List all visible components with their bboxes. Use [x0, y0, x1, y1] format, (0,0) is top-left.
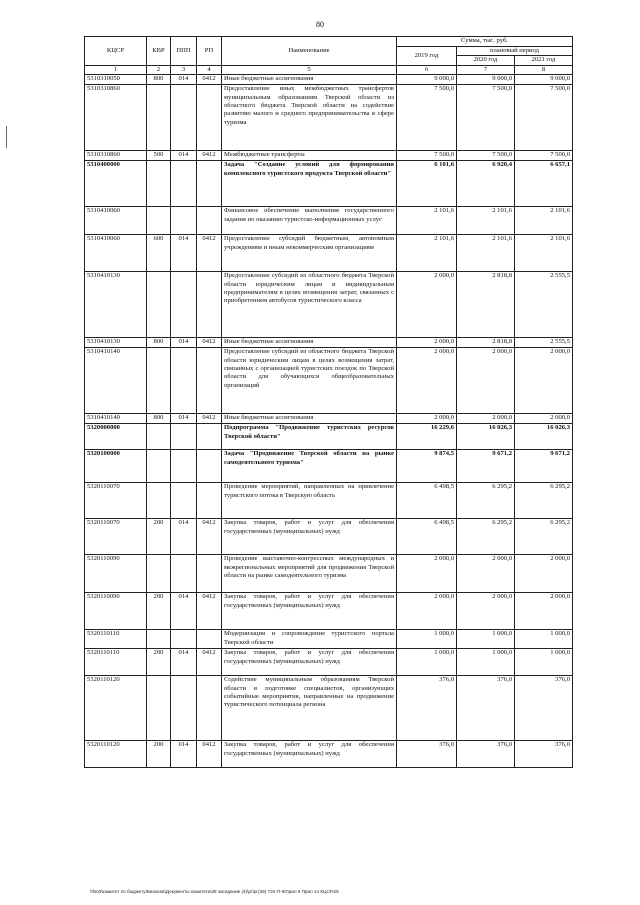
cell-ppp: [171, 348, 197, 414]
cell-kcsr: 5310410060: [85, 235, 147, 272]
cell-kvr: 200: [147, 649, 171, 676]
cell-2020: 7 500,0: [457, 151, 515, 161]
cell-2020: 376,0: [457, 676, 515, 741]
cell-kcsr: 5310410140: [85, 414, 147, 424]
page-number: 80: [316, 20, 324, 29]
cell-ppp: 014: [171, 338, 197, 348]
table-row: [85, 450, 573, 483]
cell-kcsr: 5320110070: [85, 519, 147, 555]
cell-2019: 9 874,5: [397, 450, 457, 483]
cell-2021: 2 101,6: [515, 235, 573, 272]
cell-2020: 376,0: [457, 741, 515, 768]
cell-kcsr: 5310410060: [85, 207, 147, 235]
cell-2020: 2 818,8: [457, 338, 515, 348]
cell-2020: 1 000,0: [457, 630, 515, 649]
cell-2019: 6 498,5: [397, 519, 457, 555]
cell-2020: 2 000,0: [457, 414, 515, 424]
cell-2020: 2 000,0: [457, 348, 515, 414]
budget-table: [84, 36, 573, 768]
cell-rp: [197, 450, 222, 483]
cell-ppp: [171, 483, 197, 519]
cell-kvr: 500: [147, 151, 171, 161]
cell-ppp: [171, 630, 197, 649]
cell-kcsr: 5320110090: [85, 593, 147, 630]
cell-ppp: 014: [171, 75, 197, 85]
cell-2019: 16 229,6: [397, 424, 457, 450]
table-row: [85, 85, 573, 151]
cell-rp: 0412: [197, 519, 222, 555]
cell-ppp: [171, 161, 197, 207]
cell-2021: 9 000,0: [515, 75, 573, 85]
cell-kcsr: 5310400000: [85, 161, 147, 207]
table-row: [85, 630, 573, 649]
cell-kcsr: 5320000000: [85, 424, 147, 450]
cell-2020: 6 295,2: [457, 483, 515, 519]
header-rp: РП: [197, 37, 222, 66]
cell-2021: 1 000,0: [515, 649, 573, 676]
cell-kvr: [147, 161, 171, 207]
cell-ppp: [171, 207, 197, 235]
table-row: [85, 519, 573, 555]
cell-2020: 9 671,2: [457, 450, 515, 483]
cell-kvr: [147, 348, 171, 414]
cell-kcsr: 5310410130: [85, 338, 147, 348]
cell-2019: 2 000,0: [397, 555, 457, 593]
header-kcsr: КЦСР: [85, 37, 147, 66]
cell-2021: 6 295,2: [515, 483, 573, 519]
cell-ppp: [171, 85, 197, 151]
cell-2020: 16 026,3: [457, 424, 515, 450]
cell-kcsr: 5310410140: [85, 348, 147, 414]
header-2021: 2021 год: [515, 56, 573, 65]
cell-name: Задача "Создание условий для формирования комплексного туристского продукта Тверской области": [222, 161, 397, 207]
cell-name: Закупка товаров, работ и услуг для обеспечения государственных (муниципальных) нужд: [222, 649, 397, 676]
cell-ppp: 014: [171, 414, 197, 424]
cell-2019: 6 101,6: [397, 161, 457, 207]
table-row: [85, 235, 573, 272]
cell-rp: 0412: [197, 235, 222, 272]
scan-edge-mark: [6, 126, 7, 148]
cell-rp: 0412: [197, 338, 222, 348]
cell-2019: 2 101,6: [397, 235, 457, 272]
col-number: 8: [515, 65, 573, 74]
cell-kvr: [147, 483, 171, 519]
table-row: [85, 338, 573, 348]
cell-2019: 2 101,6: [397, 207, 457, 235]
header-ppp: ППП: [171, 37, 197, 66]
cell-name: Предоставление иных межбюджетных трансфертов муниципальным образованиям Тверской области из областного бюджета Тверской области на содействие развитию малого и среднего предпринимательства в сфере туризма: [222, 85, 397, 151]
col-number: 7: [457, 65, 515, 74]
cell-2021: 2 000,0: [515, 414, 573, 424]
cell-2021: 16 026,3: [515, 424, 573, 450]
cell-2021: 6 295,2: [515, 519, 573, 555]
table-row: [85, 555, 573, 593]
cell-kvr: [147, 630, 171, 649]
cell-rp: [197, 161, 222, 207]
cell-2021: 9 671,2: [515, 450, 573, 483]
col-number: 2: [147, 65, 171, 74]
table-row: [85, 649, 573, 676]
cell-name: Предоставление субсидий из областного бюджета Тверской области юридическим лицам в целях возмещения затрат, связанных с организацией туристских поездок по Тверской области для обучающихся общеобразовательных организаций: [222, 348, 397, 414]
cell-rp: [197, 272, 222, 338]
cell-kcsr: 5320110120: [85, 676, 147, 741]
cell-name: Закупка товаров, работ и услуг для обеспечения государственных (муниципальных) нужд: [222, 741, 397, 768]
cell-name: Иные бюджетные ассигнования: [222, 75, 397, 85]
cell-rp: [197, 630, 222, 649]
cell-2021: 2 101,6: [515, 207, 573, 235]
cell-kvr: [147, 85, 171, 151]
cell-rp: [197, 348, 222, 414]
cell-rp: 0412: [197, 151, 222, 161]
cell-ppp: 014: [171, 741, 197, 768]
cell-kvr: [147, 555, 171, 593]
cell-rp: 0412: [197, 75, 222, 85]
cell-2020: 2 000,0: [457, 555, 515, 593]
cell-2019: 7 500,0: [397, 85, 457, 151]
cell-2021: 2 555,5: [515, 338, 573, 348]
cell-name: Предоставление субсидий бюджетным, автономным учреждениям и иным некоммерческим организациям: [222, 235, 397, 272]
cell-rp: [197, 483, 222, 519]
cell-2020: 2 818,8: [457, 272, 515, 338]
cell-kcsr: 5320110070: [85, 483, 147, 519]
cell-2019: 2 000,0: [397, 414, 457, 424]
table-row: [85, 424, 573, 450]
cell-2019: 2 000,0: [397, 593, 457, 630]
cell-ppp: 014: [171, 519, 197, 555]
cell-2021: 376,0: [515, 741, 573, 768]
cell-ppp: 014: [171, 235, 197, 272]
header-plan-period: плановый период: [457, 47, 573, 56]
footer-file-path: \\fs03\комитет по бюджету\Бизонов\Документы комитета\39 заседание (4)\рг\рг(39) 734-П-6\Прил 9 Прил 14 КЦСР.xls: [90, 889, 339, 894]
cell-kvr: 800: [147, 338, 171, 348]
cell-name: Проведение выставочно-конгрессных международных и межрегиональных мероприятий для продвижения Тверской области на рынке самодеятельного туризма: [222, 555, 397, 593]
cell-2019: 376,0: [397, 741, 457, 768]
cell-name: Межбюджетные трансферты: [222, 151, 397, 161]
cell-name: Задача "Продвижение Тверской области на рынке самодеятельного туризма": [222, 450, 397, 483]
cell-ppp: 014: [171, 649, 197, 676]
cell-kcsr: 5310310860: [85, 151, 147, 161]
cell-2021: 2 000,0: [515, 593, 573, 630]
table-row: [85, 151, 573, 161]
cell-2021: 1 000,0: [515, 630, 573, 649]
header-2019: 2019 год: [397, 47, 457, 66]
cell-kvr: [147, 450, 171, 483]
cell-2020: 2 101,6: [457, 235, 515, 272]
cell-2021: 2 000,0: [515, 348, 573, 414]
cell-kvr: 800: [147, 75, 171, 85]
cell-kvr: [147, 207, 171, 235]
header-name: Наименование: [222, 37, 397, 66]
cell-rp: [197, 207, 222, 235]
cell-name: Проведение мероприятий, направленных на привлечение туристского потока в Тверскую область: [222, 483, 397, 519]
cell-rp: [197, 676, 222, 741]
table-row: [85, 676, 573, 741]
table-row: [85, 75, 573, 85]
cell-2021: 7 500,0: [515, 151, 573, 161]
cell-2021: 2 000,0: [515, 555, 573, 593]
header-kvr: КВР: [147, 37, 171, 66]
cell-name: Иные бюджетные ассигнования: [222, 414, 397, 424]
col-number: 4: [197, 65, 222, 74]
cell-2020: 6 295,2: [457, 519, 515, 555]
cell-kcsr: 5320110120: [85, 741, 147, 768]
cell-kcsr: 5320110090: [85, 555, 147, 593]
cell-2021: 7 500,0: [515, 85, 573, 151]
cell-2019: 2 000,0: [397, 348, 457, 414]
cell-kvr: 800: [147, 414, 171, 424]
cell-ppp: [171, 272, 197, 338]
cell-kvr: [147, 424, 171, 450]
header-sum-group: Сумма, тыс. руб.: [397, 37, 573, 47]
cell-ppp: 014: [171, 151, 197, 161]
cell-ppp: 014: [171, 593, 197, 630]
cell-kcsr: 5310310050: [85, 75, 147, 85]
table-row: [85, 272, 573, 338]
cell-2019: 6 498,5: [397, 483, 457, 519]
cell-name: Иные бюджетные ассигнования: [222, 338, 397, 348]
cell-2020: 7 500,0: [457, 85, 515, 151]
cell-2019: 1 000,0: [397, 630, 457, 649]
cell-kvr: 200: [147, 593, 171, 630]
cell-name: Подпрограмма "Продвижение туристских ресурсов Тверской области": [222, 424, 397, 450]
cell-2021: 6 657,1: [515, 161, 573, 207]
cell-rp: [197, 424, 222, 450]
col-number: 1: [85, 65, 147, 74]
col-number: 6: [397, 65, 457, 74]
table-row: [85, 414, 573, 424]
cell-rp: 0412: [197, 593, 222, 630]
cell-name: Закупка товаров, работ и услуг для обеспечения государственных (муниципальных) нужд: [222, 519, 397, 555]
table-row: [85, 207, 573, 235]
cell-ppp: [171, 555, 197, 593]
cell-2019: 9 000,0: [397, 75, 457, 85]
cell-name: Закупка товаров, работ и услуг для обеспечения государственных (муниципальных) нужд: [222, 593, 397, 630]
cell-2019: 1 000,0: [397, 649, 457, 676]
cell-2020: 1 000,0: [457, 649, 515, 676]
cell-rp: 0412: [197, 414, 222, 424]
cell-kcsr: 5320110110: [85, 630, 147, 649]
cell-ppp: [171, 424, 197, 450]
cell-name: Модернизация и сопровождение туристского портала Тверской области: [222, 630, 397, 649]
cell-kvr: 600: [147, 235, 171, 272]
cell-rp: 0412: [197, 649, 222, 676]
cell-kcsr: 5320100000: [85, 450, 147, 483]
cell-kvr: 200: [147, 741, 171, 768]
cell-kcsr: 5320110110: [85, 649, 147, 676]
cell-2019: 2 000,0: [397, 338, 457, 348]
cell-2020: 9 000,0: [457, 75, 515, 85]
cell-kvr: [147, 676, 171, 741]
cell-2020: 2 101,6: [457, 207, 515, 235]
cell-kvr: [147, 272, 171, 338]
cell-2019: 376,0: [397, 676, 457, 741]
cell-name: Финансовое обеспечение выполнения государственного задания по оказанию туристско-информационных услуг: [222, 207, 397, 235]
col-number: 5: [222, 65, 397, 74]
cell-name: Предоставление субсидий из областного бюджета Тверской области юридическим лицам и индивидуальным предпринимателям в целях возмещения затрат, связанных с приобретением автобусов туристического класса: [222, 272, 397, 338]
cell-kcsr: 5310310860: [85, 85, 147, 151]
table-row: [85, 741, 573, 768]
cell-2021: 376,0: [515, 676, 573, 741]
cell-name: Содействие муниципальным образованиям Тверской области в подготовке специалистов, организующих событийные мероприятия, направленные на продвижение туристического потенциала региона: [222, 676, 397, 741]
cell-ppp: [171, 450, 197, 483]
cell-rp: [197, 85, 222, 151]
table-row: [85, 593, 573, 630]
cell-ppp: [171, 676, 197, 741]
cell-kvr: 200: [147, 519, 171, 555]
col-number: 3: [171, 65, 197, 74]
table-row: [85, 483, 573, 519]
cell-2019: 7 500,0: [397, 151, 457, 161]
table-row: [85, 348, 573, 414]
cell-rp: 0412: [197, 741, 222, 768]
cell-2021: 2 555,5: [515, 272, 573, 338]
table-row: [85, 161, 573, 207]
cell-kcsr: 5310410130: [85, 272, 147, 338]
cell-2020: 6 920,4: [457, 161, 515, 207]
cell-2019: 2 000,0: [397, 272, 457, 338]
cell-rp: [197, 555, 222, 593]
header-2020: 2020 год: [457, 56, 515, 65]
cell-2020: 2 000,0: [457, 593, 515, 630]
